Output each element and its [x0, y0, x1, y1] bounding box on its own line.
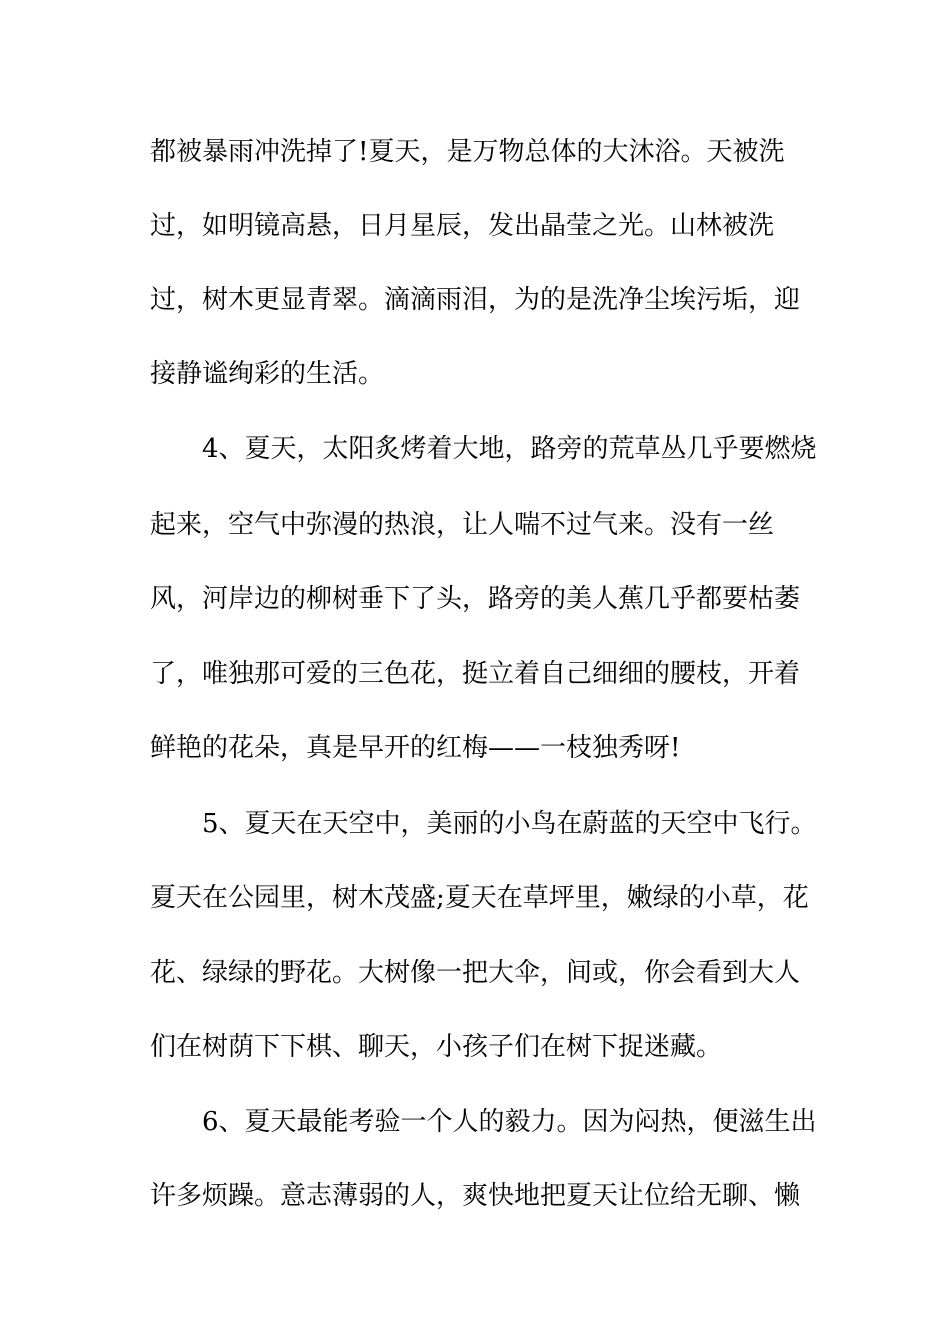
paragraph-start-line: 4、夏天，太阳炙烤着大地，路旁的荒草丛几乎要燃烧	[202, 434, 817, 464]
paragraph-start-line: 6、夏天最能考验一个人的毅力。因为闷热，便滋生出	[202, 1107, 817, 1137]
text-line: 夏天在公园里，树木茂盛;夏天在草坪里，嫩绿的小草，花	[150, 883, 809, 913]
text-line: 过，树木更显青翠。滴滴雨泪，为的是洗净尘埃污垢，迎	[150, 285, 801, 315]
text-line: 了，唯独那可爱的三色花，挺立着自己细细的腰枝，开着	[150, 659, 801, 689]
text-line: 鲜艳的花朵，真是早开的红梅——一枝独秀呀!	[150, 733, 681, 763]
text-line: 许多烦躁。意志薄弱的人，爽快地把夏天让位给无聊、懒	[150, 1181, 801, 1211]
text-line: 花、绿绿的野花。大树像一把大伞，间或，你会看到大人	[150, 958, 801, 988]
text-line: 接静谧绚彩的生活。	[150, 359, 385, 389]
text-line: 们在树荫下下棋、聊天，小孩子们在树下捉迷藏。	[150, 1032, 723, 1062]
text-line: 风，河岸边的柳树垂下了头，路旁的美人蕉几乎都要枯萎	[150, 584, 801, 614]
text-line: 过，如明镜高悬，日月星辰，发出晶莹之光。山林被洗	[150, 211, 775, 241]
text-line: 都被暴雨冲洗掉了!夏天，是万物总体的大沐浴。天被洗	[150, 137, 785, 167]
paragraph-start-line: 5、夏天在天空中，美丽的小鸟在蔚蓝的天空中飞行。	[202, 809, 817, 839]
text-line: 起来，空气中弥漫的热浪，让人喘不过气来。没有一丝	[150, 510, 775, 540]
